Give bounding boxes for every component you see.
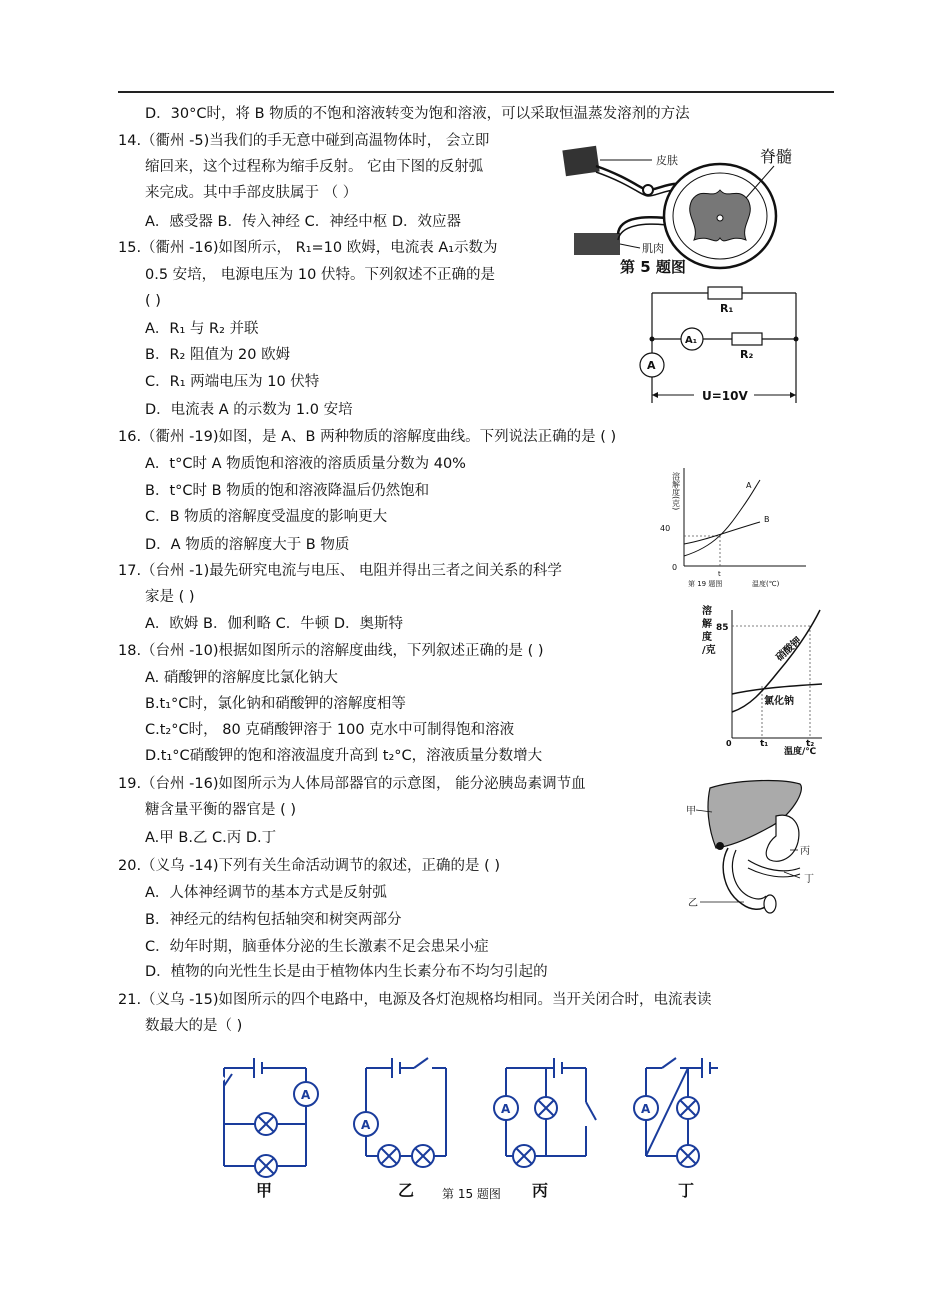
q15-stem-2: 0.5 安培， 电源电压为 10 伏特。下列叙述不正确的是 bbox=[145, 267, 495, 283]
q16-option-c: C．B 物质的溶解度受温度的影响更大 bbox=[145, 509, 388, 525]
organ-label-yi: 乙 bbox=[688, 898, 698, 909]
q16-curve-a-label: A bbox=[746, 481, 752, 490]
q16-option-a: A．t°C时 A 物质饱和溶液的溶质质量分数为 40% bbox=[145, 456, 466, 472]
q18-option-a: A. 硝酸钾的溶解度比氯化钠大 bbox=[145, 670, 338, 686]
q18-ylabel-4: /克 bbox=[702, 645, 716, 656]
q16-option-b: B．t°C时 B 物质的饱和溶液降温后仍然饱和 bbox=[145, 483, 430, 499]
q18-xlabel: 温度/℃ bbox=[784, 747, 817, 755]
ammeter-label: A bbox=[641, 1102, 651, 1116]
reflex-skin-label: 皮肤 bbox=[656, 154, 678, 167]
q16-y0: 0 bbox=[672, 563, 678, 572]
q19-stem: 19.（台州 -16)如图所示为人体局部器官的示意图， 能分泌胰岛素调节血 bbox=[118, 776, 586, 792]
q18-y0: 0 bbox=[726, 739, 732, 748]
q13-option-d: D．30°C时，将 B 物质的不饱和溶液转变为饱和溶液，可以采取恒温蒸发溶剂的方法 bbox=[145, 106, 690, 122]
circuit-ding bbox=[634, 1058, 718, 1200]
q16-curve-b-label: B bbox=[764, 515, 770, 524]
q15-stem: 15.（衢州 -16)如图所示， R₁=10 欧姆，电流表 A₁示数为 bbox=[118, 240, 498, 256]
q20-option-d: D．植物的向光性生长是由于植物体内生长素分布不均匀引起的 bbox=[145, 964, 548, 980]
reflex-caption: 第 5 题图 bbox=[620, 258, 686, 276]
q17-stem: 17.（台州 -1)最先研究电流与电压、 电阻并得出三者之间关系的科学 bbox=[118, 563, 562, 579]
reflex-cord-label: 脊髓 bbox=[760, 147, 793, 166]
r2-label: R₂ bbox=[740, 348, 754, 361]
q19-organs-figure bbox=[684, 776, 824, 920]
q16-option-d: D．A 物质的溶解度大于 B 物质 bbox=[145, 537, 350, 553]
q15-option-a: A．R₁ 与 R₂ 并联 bbox=[145, 321, 259, 337]
header-rule bbox=[118, 91, 834, 93]
q14-options: A．感受器 B．传入神经 C．神经中枢 D．效应器 bbox=[145, 214, 461, 230]
circuit-label-bing: 丙 bbox=[532, 1181, 549, 1200]
q18-t1: t₁ bbox=[760, 739, 769, 749]
q15-option-c: C．R₁ 两端电压为 10 伏特 bbox=[145, 374, 320, 390]
q18-option-c: C.t₂°C时， 80 克硝酸钾溶于 100 克水中可制得饱和溶液 bbox=[145, 722, 515, 738]
q14-stem-3: 来完成。其中手部皮肤属于 （ ） bbox=[145, 185, 358, 201]
voltage-label: U=10V bbox=[702, 389, 748, 403]
q21-stem: 21.（义乌 -15)如图所示的四个电路中，电源及各灯泡规格均相同。当开关闭合时，电流表读 bbox=[118, 992, 712, 1008]
q20-stem: 20.（义乌 -14)下列有关生命活动调节的叙述，正确的是 ( ) bbox=[118, 858, 501, 874]
q20-option-b: B．神经元的结构包括轴突和树突两部分 bbox=[145, 912, 402, 928]
q18-ylabel-2: 解 bbox=[702, 619, 712, 630]
q18-nacl-curve bbox=[732, 684, 822, 694]
q15-stem-3: ( ) bbox=[145, 293, 161, 309]
q18-stem: 18.（台州 -10)根据如图所示的溶解度曲线，下列叙述正确的是 ( ) bbox=[118, 643, 544, 659]
q14-stem: 14.（衢州 -5)当我们的手无意中碰到高温物体时， 会立即 bbox=[118, 133, 490, 149]
ammeter-label: A bbox=[361, 1118, 371, 1132]
q20-option-c: C．幼年时期，脑垂体分泌的生长激素不足会患呆小症 bbox=[145, 939, 489, 955]
q18-y85: 85 bbox=[716, 623, 729, 633]
reflex-muscle-label: 肌肉 bbox=[642, 242, 664, 255]
intestine-icon bbox=[723, 848, 768, 909]
q20-option-a: A．人体神经调节的基本方式是反射弧 bbox=[145, 885, 387, 901]
resistor-r2 bbox=[732, 333, 762, 345]
q18-ylabel-1: 溶 bbox=[702, 606, 712, 617]
circuit-yi bbox=[354, 1058, 446, 1200]
q15-option-d: D．电流表 A 的示数为 1.0 安培 bbox=[145, 402, 353, 418]
q16-curve-a bbox=[684, 480, 760, 556]
reflex-arc-figure bbox=[560, 138, 812, 276]
q18-solubility-chart bbox=[700, 600, 830, 755]
ammeter-label: A bbox=[501, 1102, 511, 1116]
q19-stem-2: 糖含量平衡的器官是 ( ) bbox=[145, 802, 297, 818]
ammeter-label: A bbox=[301, 1088, 311, 1102]
q18-ylabel-3: 度 bbox=[702, 632, 712, 643]
q16-xlabel: 温度(℃) bbox=[752, 580, 780, 588]
q18-t2: t₂ bbox=[806, 739, 815, 749]
resistor-r1 bbox=[708, 287, 742, 299]
q18-option-d: D.t₁°C硝酸钾的饱和溶液温度升高到 t₂°C，溶液质量分数增大 bbox=[145, 748, 543, 764]
circuit-label-yi: 乙 bbox=[398, 1181, 415, 1200]
q18-nacl-label: 氯化钠 bbox=[764, 696, 794, 707]
organ-label-jia: 甲 bbox=[686, 806, 696, 817]
q16-y40: 40 bbox=[660, 524, 671, 533]
circuit-jia bbox=[216, 1058, 318, 1200]
q18-option-b: B.t₁°C时，氯化钠和硝酸钾的溶解度相等 bbox=[145, 696, 406, 712]
q16-x-t: t bbox=[718, 570, 721, 578]
circuit-bing bbox=[494, 1058, 596, 1200]
q15-option-b: B．R₂ 阻值为 20 欧姆 bbox=[145, 347, 291, 363]
q14-stem-2: 缩回来，这个过程称为缩手反射。 它由下图的反射弧 bbox=[145, 159, 484, 175]
q16-solubility-chart bbox=[656, 458, 814, 590]
organ-label-ding: 丁 bbox=[804, 874, 814, 885]
q21-caption: 第 15 题图 bbox=[442, 1187, 501, 1201]
q17-stem-2: 家是 ( ) bbox=[145, 589, 195, 605]
organ-label-bing: 丙 bbox=[800, 846, 810, 857]
q16-ylabel: 溶解度(克) bbox=[671, 472, 681, 511]
a-label: A bbox=[647, 359, 656, 372]
q17-options: A．欧姆 B．伽利略 C．牛顿 D．奥斯特 bbox=[145, 616, 403, 632]
circuit-label-ding: 丁 bbox=[678, 1181, 695, 1200]
r1-label: R₁ bbox=[720, 302, 734, 315]
q16-caption: 第 19 题图 bbox=[688, 580, 723, 588]
q15-circuit-figure bbox=[636, 283, 812, 409]
q19-options: A.甲 B.乙 C.丙 D.丁 bbox=[145, 830, 277, 846]
a1-label: A₁ bbox=[685, 335, 698, 346]
q16-stem: 16.（衢州 -19)如图，是 A、B 两种物质的溶解度曲线。下列说法正确的是 ( ) bbox=[118, 429, 617, 445]
circuit-label-jia: 甲 bbox=[256, 1181, 273, 1200]
q21-stem-2: 数最大的是（ ) bbox=[145, 1018, 243, 1034]
q21-circuits-figure bbox=[206, 1046, 726, 1206]
q18-knos-label: 硝酸钾 bbox=[774, 635, 804, 664]
